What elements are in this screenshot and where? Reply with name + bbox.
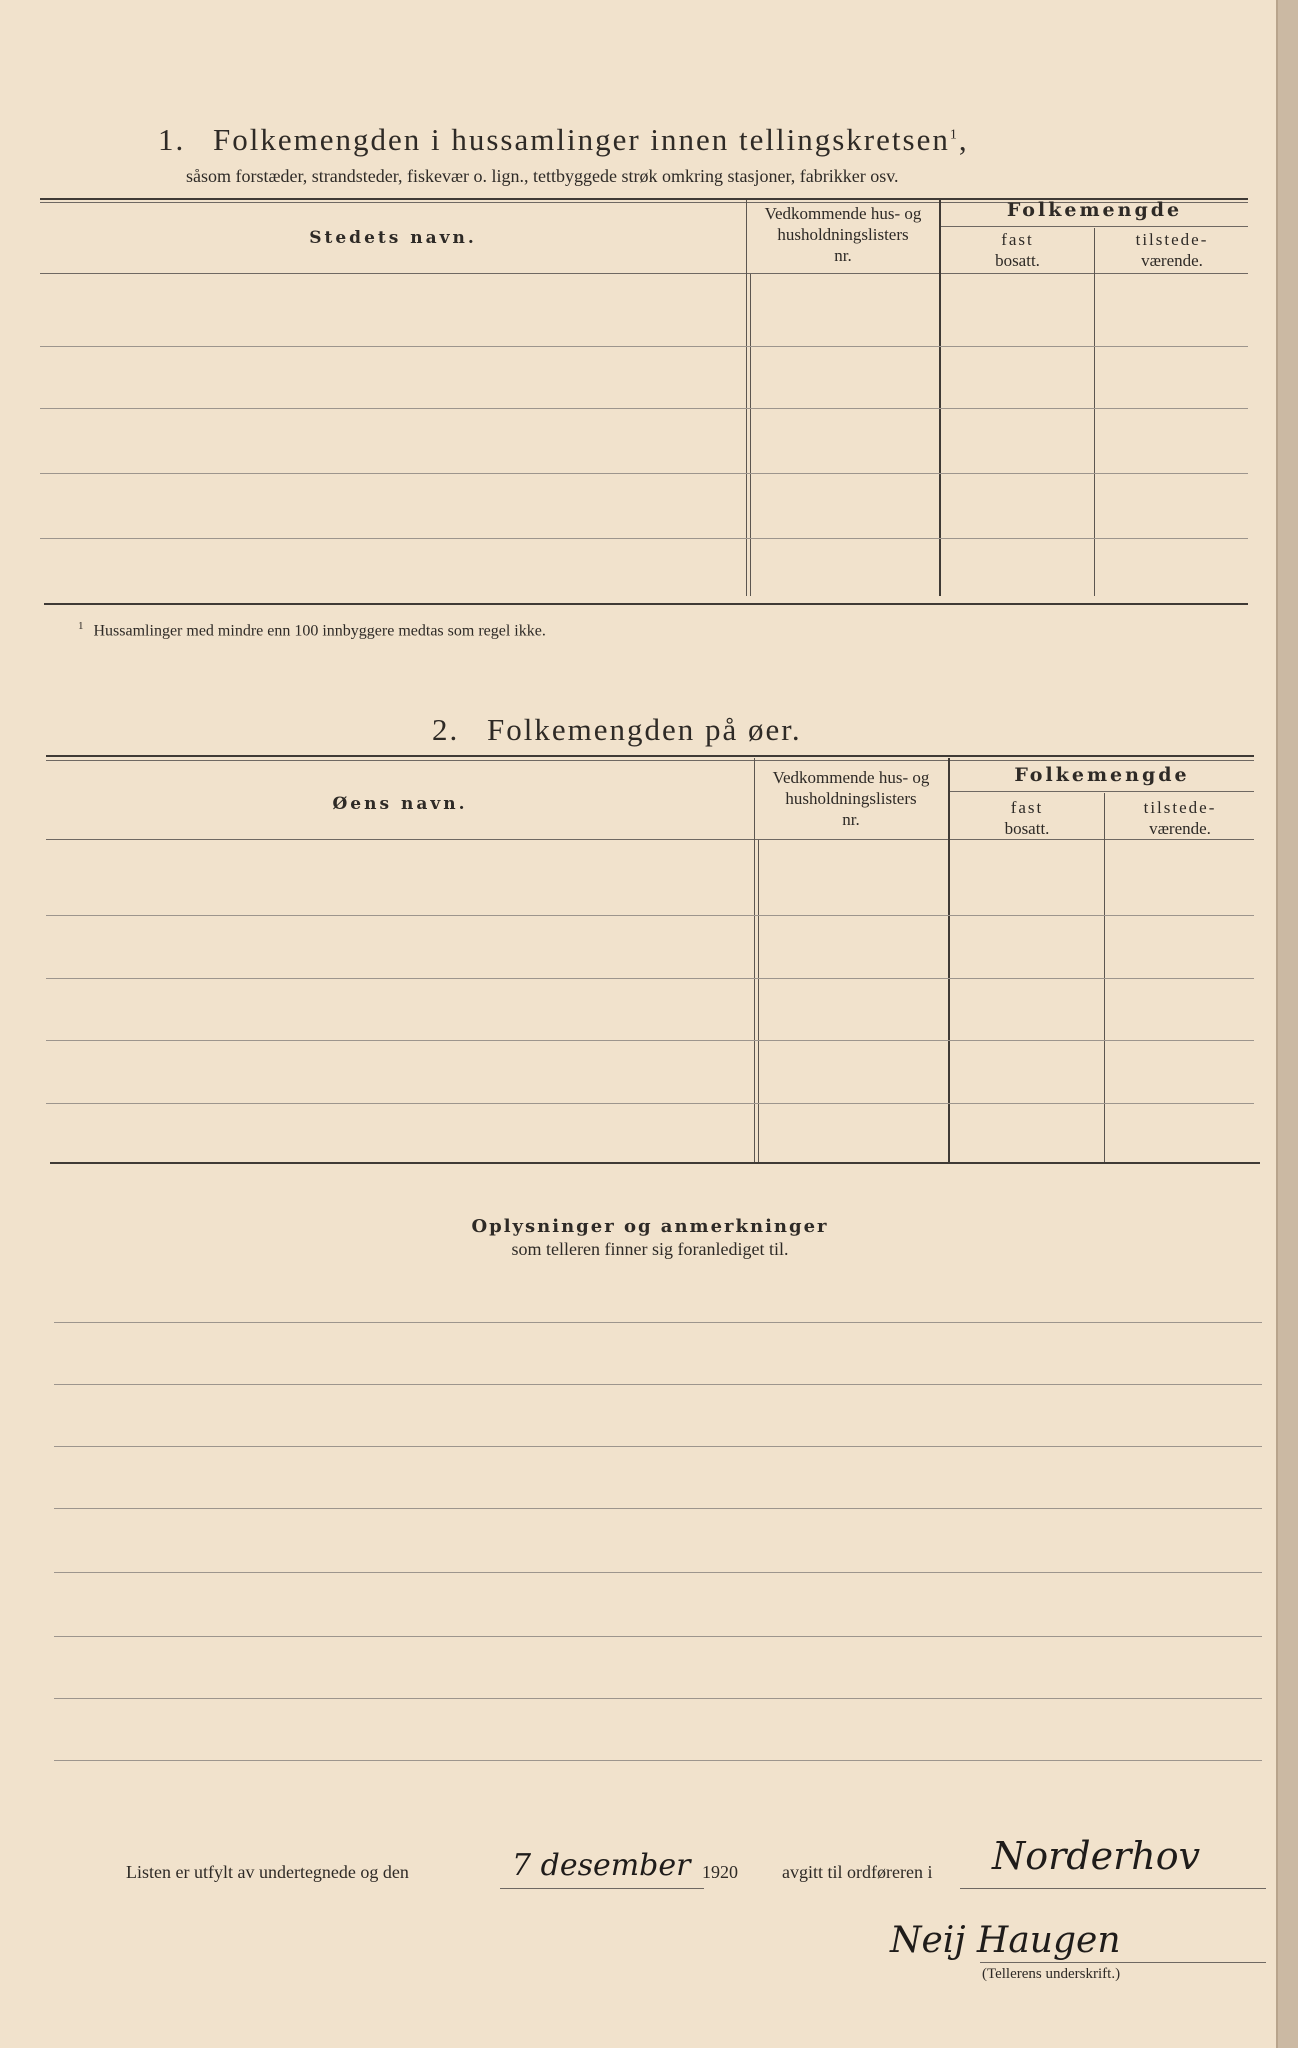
header-line: nr. — [834, 246, 852, 265]
header-line: fast — [1010, 798, 1044, 817]
table1-col-divider-1b — [750, 274, 751, 596]
remarks-heading: Oplysninger og anmerkninger — [471, 1216, 829, 1237]
header-line: bosatt. — [995, 251, 1040, 270]
remarks-line — [54, 1698, 1262, 1699]
table2-col-name-header: Øens navn. — [332, 794, 468, 814]
remarks-line — [54, 1446, 1262, 1447]
table2-header-bottom — [46, 839, 1254, 840]
table2-top-border-inner — [46, 760, 1254, 761]
table1-col-divider-1 — [746, 200, 747, 596]
section2-title: Folkemengden på øer. — [487, 712, 802, 747]
header-line: nr. — [842, 810, 860, 829]
section2-heading — [432, 712, 802, 748]
footnote-mark: 1 — [78, 620, 84, 632]
signature-caption: (Tellerens underskrift.) — [982, 1966, 1121, 1982]
section2-number: 2. — [432, 712, 460, 747]
header-line: tilstede- — [1135, 230, 1209, 249]
signature-text-after-year: avgitt til ordføreren i — [782, 1862, 933, 1882]
table2-col-divider-1b — [758, 840, 759, 1162]
section1-title: Folkemengden i hussamlinger innen tellingskretsen — [213, 122, 950, 157]
section1-heading — [158, 122, 969, 158]
table1-row-line — [40, 346, 1248, 347]
date-fill-line — [500, 1888, 704, 1889]
remarks-line — [54, 1384, 1262, 1385]
remarks-line — [54, 1760, 1262, 1761]
header-line: værende. — [1149, 819, 1211, 838]
table1-col-list-header — [748, 203, 938, 266]
remarks-line — [54, 1322, 1262, 1323]
signature-text-before-date: Listen er utfylt av undertegnede og den — [126, 1862, 409, 1882]
handwritten-signature: Neij Haugen — [890, 1920, 1121, 1961]
table1-col-divider-3 — [1094, 228, 1095, 596]
handwritten-date: 7 desember — [512, 1848, 691, 1883]
table1-bottom-border — [44, 603, 1248, 605]
table2-col-fast-header — [950, 797, 1104, 839]
table2-col-list-header — [756, 767, 946, 830]
section1-footnote — [78, 620, 546, 640]
section1-title-comma: , — [958, 122, 969, 157]
table2-row-line — [46, 1040, 1254, 1041]
municipality-fill-line — [960, 1888, 1266, 1889]
table2-row-line — [46, 978, 1254, 979]
table2-row-line — [46, 1103, 1254, 1104]
remarks-line — [54, 1636, 1262, 1637]
table2-col-divider-1 — [754, 758, 755, 1162]
table2-top-border — [46, 755, 1254, 757]
table2-bottom-border — [50, 1162, 1260, 1164]
handwritten-municipality: Norderhov — [992, 1834, 1201, 1878]
header-line: tilstede- — [1143, 798, 1217, 817]
remarks-subheading: som telleren finner sig foranlediget til. — [511, 1239, 789, 1259]
signature-line — [980, 1962, 1266, 1963]
section1-number: 1. — [158, 122, 186, 157]
table1-folk-divider — [940, 226, 1248, 227]
header-line: husholdningslisters — [777, 225, 909, 244]
table1-col-name-header: Stedets navn. — [309, 228, 477, 248]
table1-col-tilst-header — [1096, 229, 1248, 271]
table2-row-line — [46, 915, 1254, 916]
header-line: fast — [1001, 230, 1034, 249]
table1-col-folk-header: Folkemengde — [1006, 199, 1183, 221]
table1-col-fast-header — [941, 229, 1094, 271]
remarks-header — [300, 1216, 1000, 1260]
table1-row-line — [40, 473, 1248, 474]
table2-col-folk-header: Folkemengde — [1014, 764, 1190, 786]
table1-header-bottom — [40, 273, 1248, 274]
table2-col-tilst-header — [1106, 797, 1254, 839]
header-line: Vedkommende hus- og — [772, 768, 930, 787]
header-line: husholdningslisters — [785, 789, 917, 808]
section1-subtitle: såsom forstæder, strandsteder, fiskevær o. lign., tettbyggede strøk omkring stasjoner, fabrikker osv. — [186, 166, 899, 186]
table1-row-line — [40, 408, 1248, 409]
header-line: værende. — [1141, 251, 1203, 270]
footnote-text: Hussamlinger med mindre enn 100 innbyggere medtas som regel ikke. — [93, 622, 546, 640]
table1-row-line — [40, 538, 1248, 539]
remarks-line — [54, 1508, 1262, 1509]
header-line: bosatt. — [1004, 819, 1050, 838]
table2-folk-divider — [948, 791, 1254, 792]
section1-footnote-mark: 1 — [949, 127, 959, 143]
remarks-line — [54, 1572, 1262, 1573]
header-line: Vedkommende hus- og — [764, 204, 922, 223]
signature-year: 1920 — [702, 1862, 738, 1882]
